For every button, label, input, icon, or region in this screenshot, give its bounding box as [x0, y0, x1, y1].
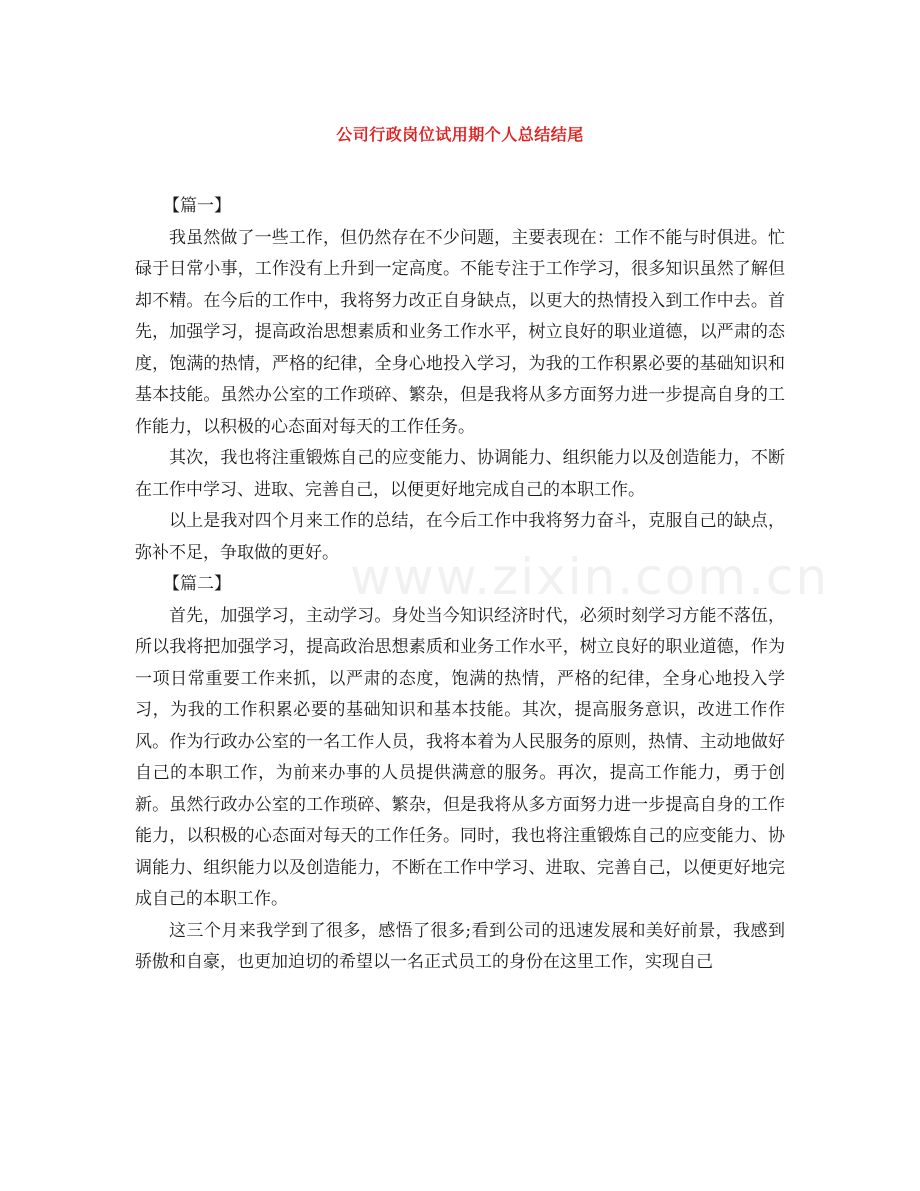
section-2 [135, 569, 785, 979]
section-heading: 【篇二】 [163, 574, 231, 594]
paragraph: 这三个月来我学到了很多，感悟了很多;看到公司的迅速发展和美好前景，我感到骄傲和自豪，也更加迫切的希望以一名正式员工的身份在这里工作，实现自己 [135, 920, 785, 972]
document-body [135, 191, 785, 979]
paragraph: 其次，我也将注重锻炼自己的应变能力、协调能力、组织能力以及创造能力，不断在工作中学习、进取、完善自己，以便更好地完成自己的本职工作。 [135, 448, 785, 500]
section-1 [135, 191, 785, 569]
paragraph: 首先，加强学习，主动学习。身处当今知识经济时代，必须时刻学习方能不落伍，所以我将把加强学习，提高政治思想素质和业务工作水平，树立良好的职业道德，作为一项日常重要工作来抓，以严肃的态度，饱满的热情，严格的纪律，全身心地投入学习，为我的工作积累必要的基础知识和基本技能。其次，提高服务意识，改进工作作风。作为行政办公室的一名工作人员，我将本着为人民服务的原则，热情、主动地做好自己的本职工作，为前来办事的人员提供满意的服务。再次，提高工作能力，勇于创新。虽然行政办公室的工作琐碎、繁杂，但是我将从多方面努力进一步提高自身的工作能力，以积极的心态面对每天的工作任务。同时，我也将注重锻炼自己的应变能力、协调能力、组织能力以及创造能力，不断在工作中学习、进取、完善自己，以便更好地完成自己的本职工作。 [135, 605, 785, 909]
paragraph: 以上是我对四个月来工作的总结，在今后工作中我将努力奋斗，克服自己的缺点，弥补不足，争取做的更好。 [135, 511, 785, 563]
document-title: 公司行政岗位试用期个人总结结尾 [336, 125, 584, 144]
watermark: www.zixin.com.cn [350, 548, 830, 606]
section-heading: 【篇一】 [163, 196, 231, 216]
paragraph: 我虽然做了一些工作，但仍然存在不少问题，主要表现在：工作不能与时俱进。忙碌于日常小事，工作没有上升到一定高度。不能专注于工作学习，很多知识虽然了解但却不精。在今后的工作中，我将努力改正自身缺点，以更大的热情投入到工作中去。首先，加强学习，提高政治思想素质和业务工作水平，树立良好的职业道德，以严肃的态度，饱满的热情，严格的纪律，全身心地投入学习，为我的工作积累必要的基础知识和基本技能。虽然办公室的工作琐碎、繁杂，但是我将从多方面努力进一步提高自身的工作能力，以积极的心态面对每天的工作任务。 [135, 227, 785, 437]
